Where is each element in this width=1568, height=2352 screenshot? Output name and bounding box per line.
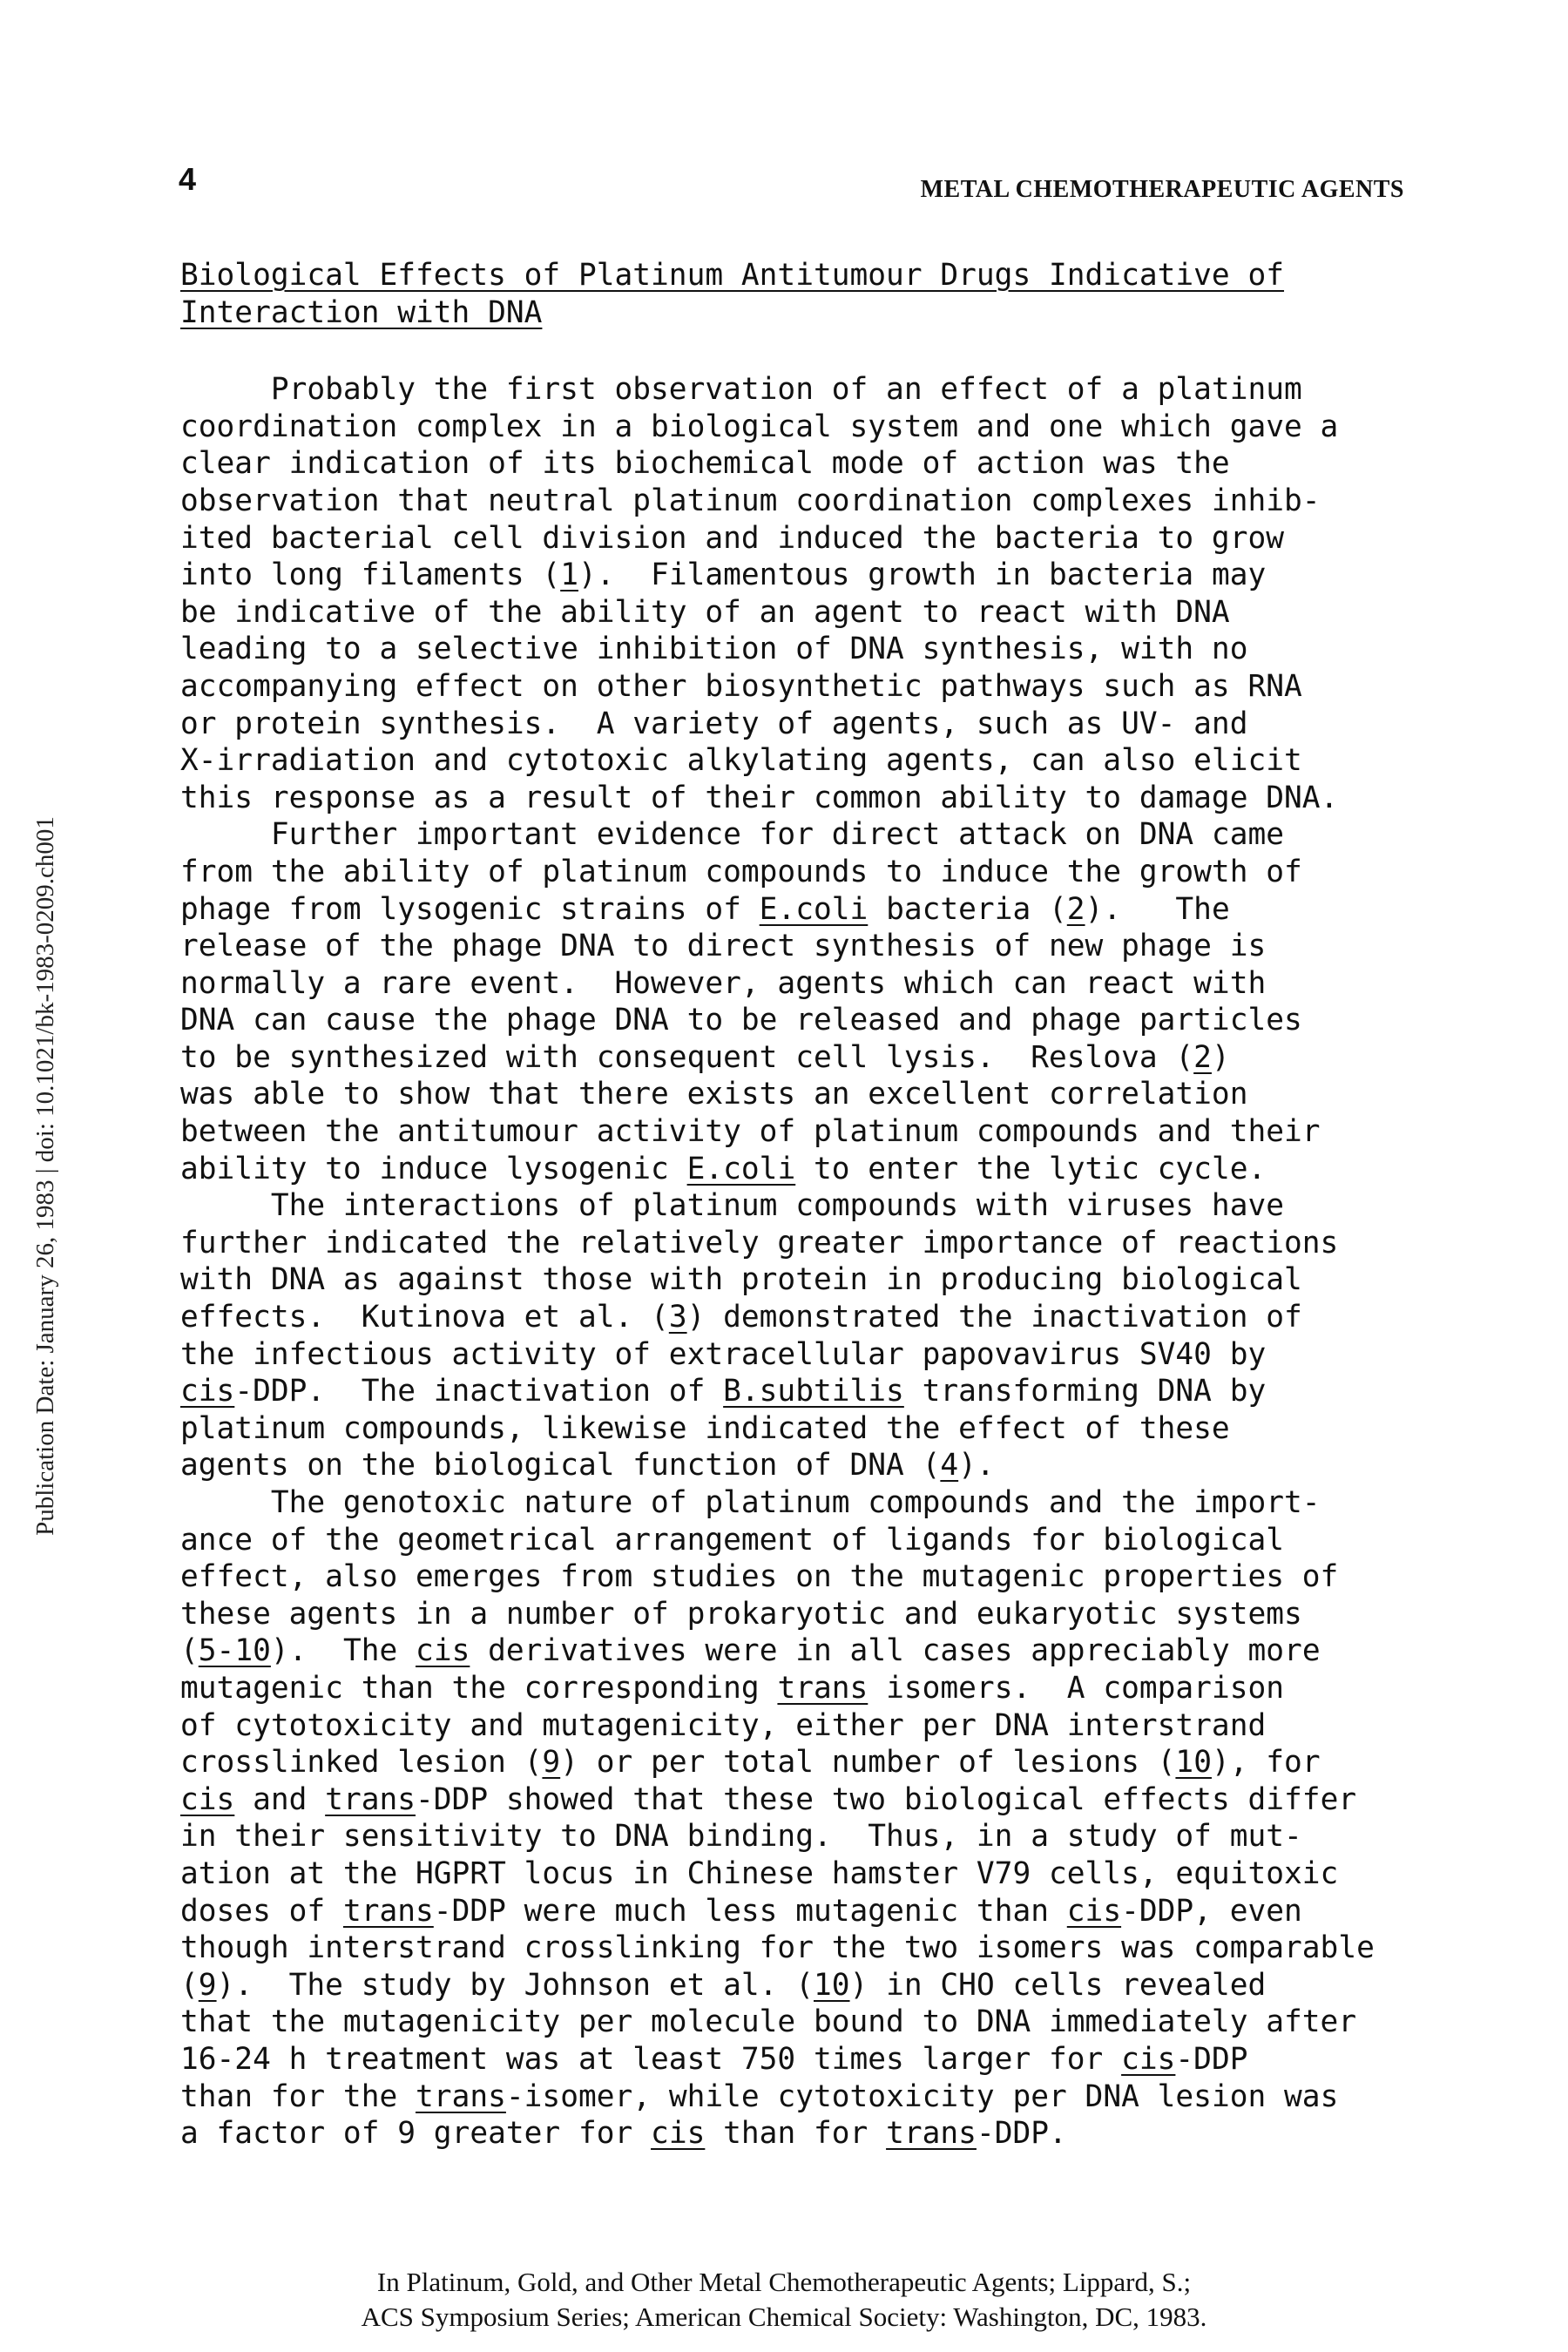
text-run: Probably the first observation of an effect of a platinum: [180, 372, 1302, 408]
text-run: than for: [705, 2116, 887, 2152]
body-line: [180, 1447, 1417, 1484]
text-run: (: [180, 1967, 199, 2003]
text-run: accompanying effect on other biosynthetic pathways such as RNA: [180, 668, 1302, 704]
body-line: [180, 1187, 1417, 1225]
text-run: effects. Kutinova et al. (: [180, 1300, 669, 1335]
text-run: though interstrand crosslinking for the two isomers was comparable: [180, 1930, 1375, 1966]
text-run: further indicated the relatively greater importance of reactions: [180, 1225, 1339, 1260]
underlined-term: 10: [1175, 1745, 1212, 1781]
text-run: derivatives were in all cases appreciably more: [470, 1633, 1321, 1669]
text-run: leading to a selective inhibition of DNA synthesis, with no: [180, 632, 1248, 667]
underlined-term: 9: [198, 1967, 217, 2003]
body-line: [180, 1930, 1417, 1967]
section-heading-line-2: Interaction with DNA: [180, 294, 543, 330]
citation-line-2: ACS Symposium Series; American Chemical Society: Washington, DC, 1983.: [361, 2301, 1207, 2332]
text-run: a factor of 9 greater for: [180, 2116, 652, 2152]
underlined-term: 1: [560, 558, 578, 593]
text-run: ) or per total number of lesions (: [560, 1745, 1176, 1781]
text-run: ), for: [1211, 1745, 1321, 1781]
body-line: [180, 2078, 1417, 2116]
text-run: of cytotoxicity and mutagenicity, either per DNA interstrand: [180, 1707, 1267, 1743]
body-line: [180, 1632, 1417, 1670]
page-number: 4: [179, 161, 197, 197]
text-run: transforming DNA by: [903, 1374, 1267, 1409]
body-line: [180, 1855, 1417, 1893]
text-run: these agents in a number of prokaryotic and eukaryotic systems: [180, 1596, 1302, 1632]
text-run: (: [180, 1633, 199, 1669]
text-run: -isomer, while cytotoxicity per DNA lesion was: [505, 2078, 1339, 2114]
article-body: [180, 257, 1417, 2153]
text-run: into long filaments (: [180, 558, 561, 593]
body-line: [180, 594, 1417, 632]
text-run: -DDP were much less mutagenic than: [433, 1893, 1067, 1929]
text-run: bacteria (: [868, 891, 1067, 927]
body-line: [180, 1225, 1417, 1262]
text-run: DNA can cause the phage DNA to be released and phage particles: [180, 1003, 1302, 1038]
text-run: ). The: [270, 1633, 416, 1669]
text-run: phage from lysogenic strains of: [180, 891, 760, 927]
body-line: [180, 1373, 1417, 1410]
body-line: [180, 928, 1417, 965]
underlined-term: trans: [416, 2078, 506, 2114]
text-run: -DDP showed that these two biological effects differ: [416, 1781, 1357, 1817]
text-run: to be synthesized with consequent cell lysis. Reslova (: [180, 1039, 1194, 1075]
text-run: -DDP: [1175, 2041, 1248, 2077]
citation-line-1: In Platinum, Gold, and Other Metal Chemotherapeutic Agents; Lippard, S.;: [376, 2267, 1192, 2297]
text-run: agents on the biological function of DNA (: [180, 1448, 941, 1484]
text-run: release of the phage DNA to direct synthesis of new phage is: [180, 929, 1267, 964]
underlined-term: 10: [814, 1967, 850, 2003]
body-line: [180, 557, 1417, 594]
body-line: [180, 1113, 1417, 1151]
body-line: [180, 1299, 1417, 1336]
section-heading-line-1: Biological Effects of Platinum Antitumour Drugs Indicative of: [180, 258, 1285, 293]
text-run: and: [234, 1781, 326, 1817]
underlined-term: cis: [651, 2116, 706, 2152]
underlined-term: trans: [342, 1893, 434, 1929]
underlined-term: 5-10: [198, 1633, 271, 1669]
body-line: [180, 891, 1417, 929]
text-run: -DDP.: [976, 2116, 1067, 2152]
body-line: [180, 1484, 1417, 1522]
text-run: mutagenic than the corresponding: [180, 1670, 778, 1706]
underlined-term: cis: [416, 1633, 470, 1669]
text-run: ). The study by Johnson et al. (: [216, 1967, 814, 2003]
text-run: between the antitumour activity of platinum compounds and their: [180, 1114, 1321, 1150]
underlined-term: 2: [1193, 1039, 1212, 1075]
citation-footer: [0, 2265, 1568, 2335]
text-run: clear indication of its biochemical mode of action was the: [180, 446, 1230, 482]
text-run: that the mutagenicity per molecule bound to DNA immediately after: [180, 2004, 1357, 2040]
body-text: [180, 371, 1417, 2153]
text-run: ance of the geometrical arrangement of ligands for biological: [180, 1522, 1285, 1558]
underlined-term: cis: [1121, 2041, 1176, 2077]
text-run: ation at the HGPRT locus in Chinese hamster V79 cells, equitoxic: [180, 1855, 1339, 1891]
body-line: [180, 371, 1417, 409]
text-run: ) in CHO cells revealed: [849, 1967, 1267, 2003]
body-line: [180, 1261, 1417, 1299]
text-run: than for the: [180, 2078, 416, 2114]
body-line: [180, 1076, 1417, 1113]
text-run: X-irradiation and cytotoxic alkylating agents, can also elicit: [180, 743, 1302, 779]
text-run: coordination complex in a biological system and one which gave a: [180, 409, 1339, 444]
text-run: in their sensitivity to DNA binding. Thus, in a study of mut-: [180, 1819, 1302, 1855]
text-run: ). The: [1085, 891, 1230, 927]
text-run: observation that neutral platinum coordination complexes inhib-: [180, 483, 1321, 518]
text-run: from the ability of platinum compounds to induce the growth of: [180, 854, 1302, 889]
text-run: or protein synthesis. A variety of agents, such as UV- and: [180, 706, 1248, 741]
body-line: [180, 409, 1417, 446]
text-run: normally a rare event. However, agents which can react with: [180, 965, 1267, 1001]
text-run: doses of: [180, 1893, 343, 1929]
body-line: [180, 706, 1417, 743]
text-run: be indicative of the ability of an agent to react with DNA: [180, 594, 1230, 630]
text-run: -DDP. The inactivation of: [234, 1374, 724, 1409]
underlined-term: E.coli: [686, 1151, 796, 1186]
body-line: [180, 1670, 1417, 1707]
body-line: [180, 1744, 1417, 1781]
underlined-term: E.coli: [759, 891, 868, 927]
body-line: [180, 1967, 1417, 2004]
body-line: [180, 1336, 1417, 1374]
underlined-term: B.subtilis: [723, 1374, 904, 1409]
body-line: [180, 2115, 1417, 2153]
text-run: effect, also emerges from studies on the mutagenic properties of: [180, 1559, 1339, 1595]
body-line: [180, 668, 1417, 706]
body-line: [180, 483, 1417, 520]
text-run: isomers. A comparison: [868, 1670, 1285, 1706]
underlined-term: trans: [886, 2116, 977, 2152]
text-run: the infectious activity of extracellular papovavirus SV40 by: [180, 1336, 1267, 1372]
underlined-term: 2: [1066, 891, 1085, 927]
running-head: METAL CHEMOTHERAPEUTIC AGENTS: [920, 176, 1404, 203]
body-line: [180, 780, 1417, 817]
text-run: ability to induce lysogenic: [180, 1151, 687, 1186]
body-line: [180, 1039, 1417, 1077]
text-run: crosslinked lesion (: [180, 1745, 543, 1781]
body-line: [180, 2041, 1417, 2078]
text-run: ) demonstrated the inactivation of: [686, 1300, 1302, 1335]
underlined-term: cis: [180, 1374, 235, 1409]
underlined-term: 9: [542, 1745, 561, 1781]
section-heading: [180, 257, 1417, 331]
body-line: [180, 1410, 1417, 1448]
body-line: [180, 1002, 1417, 1039]
text-run: ).: [958, 1448, 995, 1484]
text-run: Further important evidence for direct attack on DNA came: [180, 817, 1285, 853]
underlined-term: 4: [940, 1448, 959, 1484]
body-line: [180, 742, 1417, 780]
text-run: ): [1211, 1039, 1230, 1075]
body-line: [180, 445, 1417, 483]
body-line: [180, 2004, 1417, 2041]
body-line: [180, 1707, 1417, 1745]
text-run: this response as a result of their common ability to damage DNA.: [180, 780, 1339, 815]
publication-stamp: Publication Date: January 26, 1983 | doi: 10.1021/bk-1983-0209.ch001: [31, 816, 59, 1536]
body-line: [180, 1558, 1417, 1596]
body-line: [180, 631, 1417, 668]
text-run: The genotoxic nature of platinum compounds and the import-: [180, 1485, 1321, 1520]
body-line: [180, 1893, 1417, 1930]
text-run: -DDP, even: [1121, 1893, 1302, 1929]
body-line: [180, 1818, 1417, 1855]
underlined-term: cis: [1066, 1893, 1122, 1929]
body-line: [180, 854, 1417, 891]
text-run: The interactions of platinum compounds with viruses have: [180, 1188, 1285, 1224]
body-line: [180, 1151, 1417, 1188]
text-run: 16-24 h treatment was at least 750 times larger for: [180, 2041, 1122, 2077]
underlined-term: trans: [325, 1781, 416, 1817]
text-run: platinum compounds, likewise indicated the effect of these: [180, 1410, 1230, 1446]
body-line: [180, 816, 1417, 854]
body-line: [180, 1781, 1417, 1819]
body-line: [180, 965, 1417, 1003]
underlined-term: trans: [777, 1670, 868, 1706]
text-run: with DNA as against those with protein in producing biological: [180, 1262, 1302, 1298]
body-line: [180, 520, 1417, 558]
underlined-term: cis: [180, 1781, 235, 1817]
text-run: to enter the lytic cycle.: [795, 1151, 1267, 1186]
text-run: was able to show that there exists an excellent correlation: [180, 1077, 1248, 1112]
body-line: [180, 1596, 1417, 1633]
text-run: ). Filamentous growth in bacteria may: [578, 558, 1267, 593]
body-line: [180, 1522, 1417, 1559]
text-run: ited bacterial cell division and induced the bacteria to grow: [180, 520, 1285, 556]
underlined-term: 3: [668, 1300, 687, 1335]
